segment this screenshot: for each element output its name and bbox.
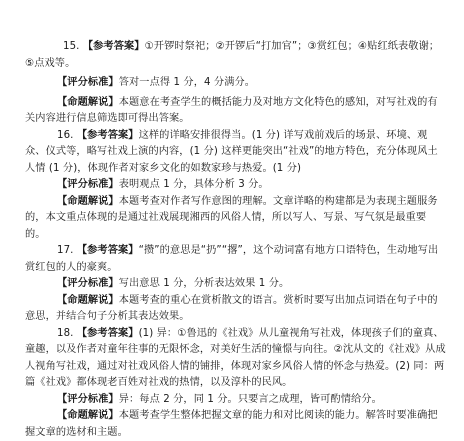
q16-expl-tag: 【命题解说】 xyxy=(57,195,119,207)
q17-answer-text: “攒”的意思是“扔”“撂”，这个动词富有地方口语特色，生动地写出赏红包的人的豪爽。 xyxy=(25,245,439,273)
q17-score-text: 写出意思 1 分，分析表达效果 1 分。 xyxy=(118,278,290,289)
q15-score xyxy=(25,75,446,92)
q16-score-text: 表明观点 1 分，具体分析 3 分。 xyxy=(118,179,269,190)
q16-explanation xyxy=(25,194,446,244)
q17-explanation xyxy=(25,293,446,326)
q17-score-tag: 【评分标准】 xyxy=(57,278,119,289)
q15-number: 15. xyxy=(63,41,83,52)
q15-expl-tag: 【命题解说】 xyxy=(57,96,119,108)
q17-number: 17. xyxy=(57,245,77,256)
q17-score xyxy=(25,276,446,293)
q15-expl-text: 本题意在考查学生的概括能力及对地方文化特色的感知，对写社戏的有关内容进行信息筛选即可得出答案。 xyxy=(25,96,438,124)
q15-explanation xyxy=(25,95,446,128)
q15-score-tag: 【评分标准】 xyxy=(57,77,119,88)
q16-score xyxy=(25,177,446,194)
q15-answer-tag: 【参考答案】 xyxy=(82,41,145,52)
q16-expl-text: 本题考查对作者写作意图的理解。文章详略的构建都是为表现主题服务的，本文重点体现的是通过社戏展现湘西的风俗人情，所以写人、写景、写气氛是最重要的。 xyxy=(25,195,438,240)
q17-expl-tag: 【命题解说】 xyxy=(57,294,119,306)
q18-answer-text: (1) 异：①鲁迅的《社戏》从儿童视角写社戏，体现孩子们的童真、童趣，以及作者对童年往事的无限怀念，对美好生活的憧憬与向往。②沈从文的《社戏》从成人视角写社戏，通过对社戏风俗人情的铺排，体现对家乡风俗人情的怀念与热爱。(2) 同：两篇《社戏》都体现老百姓对社戏的热情，以及淳朴的民风。 xyxy=(25,327,446,388)
q16-answer-tag: 【参考答案】 xyxy=(76,129,139,141)
q16-number: 16. xyxy=(57,129,77,141)
q18-answer xyxy=(25,326,446,392)
q15-answer xyxy=(25,39,446,72)
q15-score-text: 答对一点得 1 分，4 分满分。 xyxy=(118,77,256,88)
q16-score-tag: 【评分标准】 xyxy=(57,179,119,190)
q18-expl-tag: 【命题解说】 xyxy=(57,410,119,421)
q18-answer-tag: 【参考答案】 xyxy=(76,327,139,339)
q15-answer-text: ①开锣时祭祀；②开锣后“打加官”；③赏红包；④贴红纸表敬谢；⑤点戏等。 xyxy=(25,41,440,69)
q17-answer-tag: 【参考答案】 xyxy=(76,245,139,256)
q16-answer-text: 这样的详略安排很得当。(1 分) 详写戏前戏后的场景、环境、观众、仪式等，略写社戏上演的内容，(1 分) 这样更能突出“社戏”的地方特色，充分体现风土人情 (1 分)，体现作者对家乡文化的如数家珍与热爱。(1 分) xyxy=(25,129,438,174)
q16-answer xyxy=(25,128,446,178)
q18-expl-text: 本题考查学生整体把握文章的能力和对比阅读的能力。解答时要准确把握文章的选材和主题。 xyxy=(25,410,438,438)
q18-number: 18. xyxy=(57,327,77,339)
q18-score-text: 异：每点 2 分，同 1 分。只要言之成理，皆可酌情给分。 xyxy=(118,393,382,405)
q18-score xyxy=(25,392,446,409)
q18-explanation xyxy=(25,408,446,441)
q17-expl-text: 本题考查的重心在赏析散文的语言。赏析时要写出加点词语在句子中的意思，并结合句子分析其表达效果。 xyxy=(25,294,438,322)
q18-score-tag: 【评分标准】 xyxy=(57,393,119,405)
q17-answer xyxy=(25,243,446,276)
